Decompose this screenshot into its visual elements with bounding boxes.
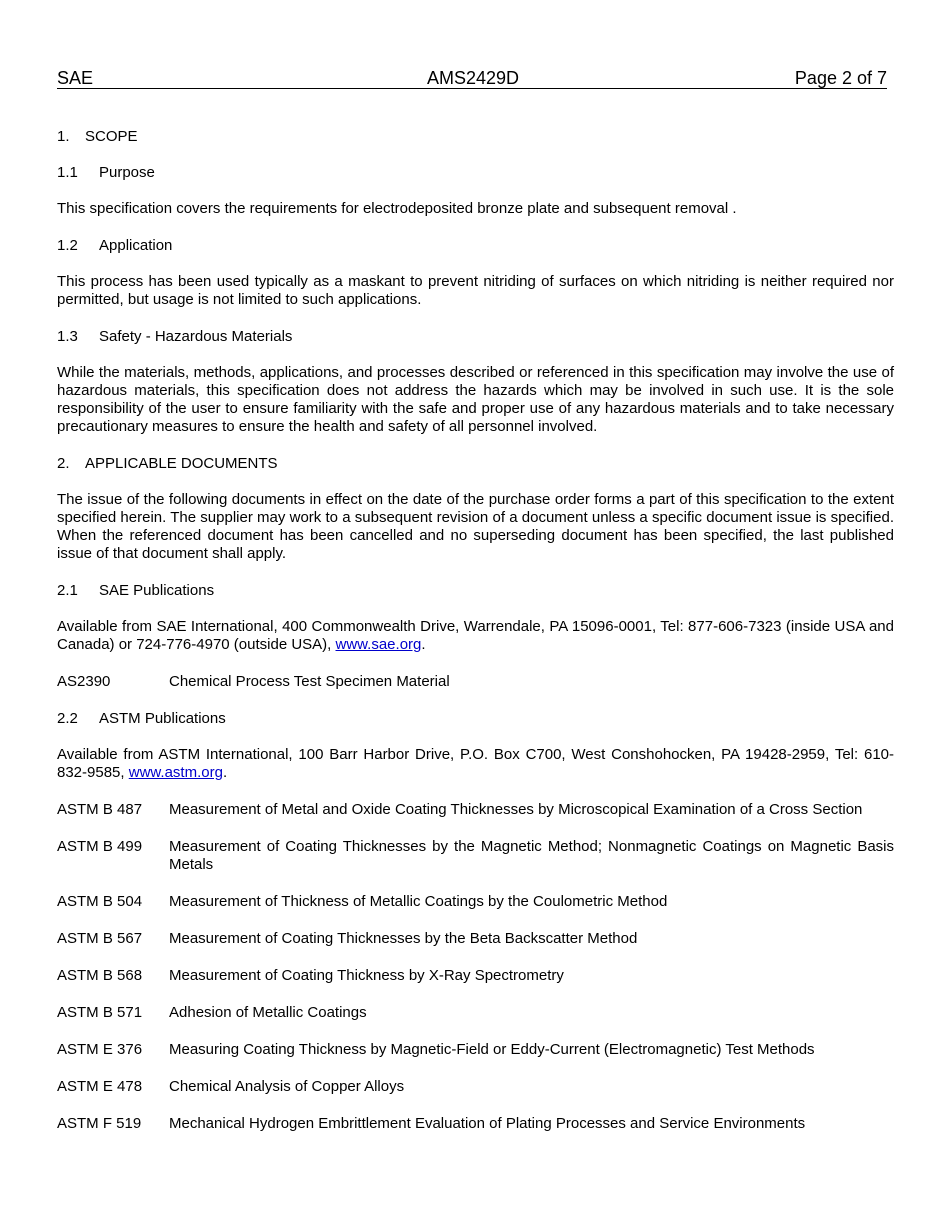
section-heading-scope [57,128,894,146]
reference-code: ASTM B 487 [57,801,143,818]
reference-row [57,1115,894,1133]
reference-title: Measurement of Thickness of Metallic Coatings by the Coulometric Method [169,893,668,910]
header-doc-number: AMS2429D [427,68,520,88]
reference-code: ASTM E 376 [57,1041,143,1058]
header-org: SAE [57,68,94,88]
section-number: 2.2 [57,710,78,727]
sae-reference-list [57,673,894,691]
section-title: Safety - Hazardous Materials [99,328,293,345]
section-title: Purpose [99,164,155,181]
reference-title: Chemical Analysis of Copper Alloys [169,1078,405,1095]
reference-code: ASTM E 478 [57,1078,143,1095]
section-title: ASTM Publications [99,710,226,727]
reference-row [57,1041,894,1059]
section-number: 1.2 [57,237,78,254]
reference-title: Measuring Coating Thickness by Magnetic-Field or Eddy-Current (Electromagnetic) Test Methods [169,1041,815,1058]
safety-paragraph: While the materials, methods, applications, and processes described or referenced in this specification may involve the use of hazardous materials, this specification does not address the hazards which may be involved in such use. It is the sole responsibility of the user to ensure familiarity with the safe and proper use of any hazardous materials and to take necessary precautionary measures to ensure the health and safety of all personnel involved. [57,364,894,435]
reference-row [57,893,894,911]
section-number: 1.3 [57,328,78,345]
section-heading-applicable-documents [57,455,894,473]
reference-row [57,1004,894,1022]
application-paragraph: This process has been used typically as a maskant to prevent nitriding of surfaces on which nitriding is neither required nor permitted, but usage is not limited to such applications. [57,273,894,308]
astm-availability-text: Available from ASTM International, 100 Barr Harbor Drive, P.O. Box C700, West Conshohocken, PA 19428-2959, Tel: 610-832-9585, [57,746,894,781]
reference-title: Measurement of Metal and Oxide Coating Thicknesses by Microscopical Examination of a Cross Section [169,801,863,818]
reference-code: ASTM B 499 [57,838,143,855]
section-title: SAE Publications [99,582,215,599]
reference-title: Measurement of Coating Thicknesses by the Magnetic Method; Nonmagnetic Coatings on Magnetic Basis Metals [169,838,894,873]
section-title: APPLICABLE DOCUMENTS [85,455,278,472]
section-title: SCOPE [85,128,138,145]
reference-code: ASTM B 567 [57,930,143,947]
sae-availability-paragraph [57,618,894,654]
astm-website-link[interactable]: www.astm.org [128,764,223,781]
reference-code: AS2390 [57,673,111,690]
reference-row [57,930,894,948]
sentence-end: . [222,764,228,781]
applicable-documents-paragraph: The issue of the following documents in effect on the date of the purchase order forms a part of this specification to the extent specified herein. The supplier may work to a subsequent revision of a document unless a specific document issue is specified. When the referenced document has been cancelled and no superseding document has been specified, the last published issue of that document shall apply. [57,491,894,562]
reference-code: ASTM F 519 [57,1115,142,1132]
purpose-paragraph: This specification covers the requirements for electrodeposited bronze plate and subsequent removal . [57,200,737,217]
astm-reference-list [57,801,894,1133]
section-heading-safety [57,328,894,346]
section-number: 1. [57,128,70,145]
sae-website-link[interactable]: www.sae.org [335,636,422,653]
reference-row [57,673,894,691]
section-heading-application [57,237,894,255]
reference-row [57,1078,894,1096]
section-heading-sae-publications [57,582,894,600]
astm-availability-paragraph [57,746,894,782]
section-title: Application [99,237,173,254]
page-header [57,68,887,89]
sentence-end: . [421,636,426,653]
reference-title: Mechanical Hydrogen Embrittlement Evaluation of Plating Processes and Service Environments [169,1115,806,1132]
section-number: 2.1 [57,582,78,599]
section-number: 1.1 [57,164,78,181]
sae-availability-text: Available from SAE International, 400 Commonwealth Drive, Warrendale, PA 15096-0001, Tel: 877-606-7323 (inside USA and Canada) or 724-776-4970 (outside USA), [57,618,894,653]
reference-title: Chemical Process Test Specimen Material [169,673,450,690]
reference-code: ASTM B 571 [57,1004,143,1021]
reference-row [57,801,894,819]
reference-title: Measurement of Coating Thickness by X-Ray Spectrometry [169,967,564,984]
reference-row [57,838,894,874]
section-heading-purpose [57,164,894,182]
reference-title: Adhesion of Metallic Coatings [169,1004,367,1021]
document-body [57,128,894,1152]
reference-row [57,967,894,985]
section-number: 2. [57,455,70,472]
reference-title: Measurement of Coating Thicknesses by the Beta Backscatter Method [169,930,638,947]
section-heading-astm-publications [57,710,894,728]
reference-code: ASTM B 504 [57,893,143,910]
reference-code: ASTM B 568 [57,967,143,984]
header-page-number: Page 2 of 7 [794,68,887,88]
